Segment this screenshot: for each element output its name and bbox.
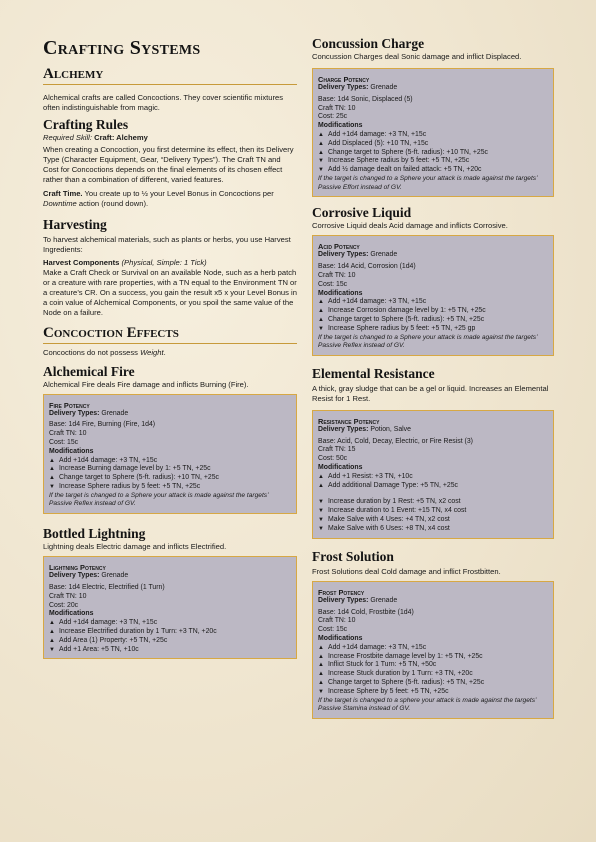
- modification-item: [318, 149, 548, 158]
- delivery-label: Delivery Types:: [318, 251, 369, 259]
- triangle-up-icon: ▲: [318, 482, 324, 489]
- concoction-effects-heading: Concoction Effects: [43, 325, 297, 344]
- mods-list: [318, 131, 548, 175]
- alchemical-fire-text: Alchemical Fire deals Fire damage and inflicts Burning (Fire).: [43, 379, 249, 389]
- concoction-effects-text: [43, 348, 297, 358]
- cost: Cost: 15c: [318, 280, 348, 288]
- modification-text: Add Displaced (5): +10 TN, +15c: [328, 139, 429, 147]
- modification-item: [318, 157, 548, 166]
- modification-item: [49, 646, 291, 655]
- craft-tn: Craft TN: 15: [318, 446, 356, 454]
- craft-tn: Craft TN: 10: [318, 617, 356, 625]
- triangle-down-icon: ▼: [318, 499, 324, 506]
- modification-item: [49, 483, 291, 492]
- required-skill-label: Required Skill:: [43, 133, 92, 143]
- mods-label: Modifications: [318, 122, 363, 130]
- resistance-potency-box: [312, 410, 554, 539]
- cost: Cost: 20c: [49, 601, 79, 609]
- modification-text: Add ½ damage dealt on failed attack: +5 TN, +20c: [328, 166, 482, 174]
- harvest-components-text: Make a Craft Check or Survival on an available Node, such as a herb patch or a creature with rare properties, with a TN equal to the Environment TN or a creature’s CR. On a success, you gain the result x5 x your Level Bonus in a coin value of Alchemical Components, or you spoil the same value of the Node on a failure.: [43, 268, 297, 318]
- box-title: Fire Potency: [49, 400, 90, 410]
- triangle-up-icon: ▲: [49, 628, 55, 635]
- triangle-down-icon: ▼: [318, 517, 324, 524]
- modification-item: [318, 507, 548, 516]
- triangle-up-icon: ▲: [318, 662, 324, 669]
- modification-text: Increase Sphere radius by 5 feet: +5 TN, +25c: [328, 157, 470, 165]
- modification-item: [49, 637, 291, 646]
- modification-item: [318, 661, 548, 670]
- modification-text: Add +1d4 damage: +3 TN, +15c: [328, 131, 427, 139]
- triangle-up-icon: ▲: [49, 457, 55, 464]
- box-note: If the target is changed to a sphere your attack is made against the targets’ Passive Stamina instead of GV.: [318, 696, 537, 713]
- modification-text: Increase duration to 1 Event: +15 TN, x4 cost: [328, 507, 467, 515]
- modification-text: Add additional Damage Type: +5 TN, +25c: [328, 481, 458, 489]
- elemental-text: A thick, gray sludge that can be a gel or liquid. Increases an Elemental Resist for 1 Rest.: [312, 383, 549, 403]
- box-title: Resistance Potency: [318, 416, 380, 426]
- modification-item: [318, 516, 548, 525]
- modification-item: [318, 679, 548, 688]
- box-title: Acid Potency: [318, 242, 360, 252]
- harvest-components-label: Harvest Components: [43, 257, 120, 267]
- delivery-value: Grenade: [368, 84, 398, 92]
- triangle-down-icon: ▼: [318, 158, 324, 165]
- modification-text: Add +1d4 damage: +3 TN, +15c: [59, 456, 158, 464]
- modification-text: Add Area (1) Property: +5 TN, +25c: [59, 636, 168, 644]
- modification-item: [318, 131, 548, 140]
- modification-item: [318, 307, 548, 316]
- delivery-value: Potion, Salve: [368, 425, 411, 433]
- modification-item: [318, 670, 548, 679]
- acid-potency-box: [312, 235, 554, 355]
- concussion-text: Concussion Charges deal Sonic damage and inflict Displaced.: [312, 52, 522, 61]
- cost: Cost: 25c: [318, 113, 348, 121]
- cost: Cost: 15c: [318, 626, 348, 634]
- modification-item: [318, 482, 548, 491]
- corrosive-heading: Corrosive Liquid: [312, 205, 412, 221]
- delivery-label: Delivery Types:: [49, 572, 100, 580]
- craft-time-text: You create up to ½ your Level Bonus in Concoctions per: [82, 188, 274, 198]
- triangle-up-icon: ▲: [318, 140, 324, 147]
- modification-item: [49, 457, 291, 466]
- crafting-rules-heading: Crafting Rules: [43, 117, 129, 133]
- triangle-down-icon: ▼: [318, 508, 324, 515]
- delivery-label: Delivery Types:: [318, 84, 369, 92]
- modification-text: Change target to Sphere (5-ft. radius): +5 TN, +25c: [328, 678, 485, 686]
- triangle-down-icon: ▼: [49, 484, 55, 491]
- modification-item: [318, 644, 548, 653]
- left-column: [43, 36, 297, 659]
- concoction-effects-em: Weight: [140, 347, 164, 357]
- alchemy-text: Alchemical crafts are called Concoctions. They cover scientific mixtures often indistinguishable from magic.: [43, 93, 283, 113]
- mods-label: Modifications: [49, 447, 94, 455]
- modification-text: Increase Electrified duration by 1 Turn: +3 TN, +20c: [59, 627, 217, 635]
- harvest-components-title: [43, 258, 297, 268]
- modification-text: Increase Stuck duration by 1 Turn: +3 TN, +20c: [328, 670, 473, 678]
- triangle-down-icon: ▼: [49, 646, 55, 653]
- craft-tn: Craft TN: 10: [318, 271, 356, 279]
- triangle-up-icon: ▲: [318, 671, 324, 678]
- harvest-components-em: (Physical, Simple: 1 Tick): [119, 257, 207, 267]
- mods-list: [49, 619, 291, 654]
- modification-text: Change target to Sphere (5-ft. radius): +10 TN, +25c: [59, 474, 219, 482]
- cost: Cost: 50c: [318, 455, 348, 463]
- delivery-value: Grenade: [368, 596, 398, 604]
- box-title: Frost Potency: [318, 587, 365, 597]
- modification-text: Add +1 Area: +5 TN, +10c: [59, 645, 139, 653]
- triangle-up-icon: ▲: [318, 316, 324, 323]
- base-line: Base: 1d4 Cold, Frostbite (1d4): [318, 608, 414, 616]
- delivery-types: [318, 251, 548, 260]
- base-line: Base: 1d4 Electric, Electrified (1 Turn): [49, 583, 165, 591]
- crafting-rules-text: When creating a Concoction, you first determine its effect, then its Delivery Type (Character Equipment, Gear, “Delivery Types”). The Craft TN and Cost for Concoctions depends on the final elements of its chosen effect rather than a combination of different, varied features.: [43, 145, 294, 185]
- mods-list-2: [318, 498, 548, 533]
- delivery-types: [318, 597, 548, 606]
- mods-list: [49, 457, 291, 492]
- modification-text: Add +1d4 damage: +3 TN, +15c: [328, 643, 427, 651]
- modification-text: Increase Burning damage level by 1: +5 TN, +25c: [59, 465, 211, 473]
- elemental-heading: Elemental Resistance: [312, 365, 435, 381]
- delivery-value: Grenade: [99, 409, 129, 417]
- modification-text: Increase Corrosion damage level by 1: +5 TN, +25c: [328, 307, 486, 315]
- alchemical-fire-heading: Alchemical Fire: [43, 363, 135, 379]
- triangle-up-icon: ▲: [318, 308, 324, 315]
- modification-item: [49, 619, 291, 628]
- required-skill: [43, 133, 297, 143]
- triangle-down-icon: ▼: [318, 167, 324, 174]
- concoction-effects-text-b: .: [163, 347, 166, 357]
- craft-time-end: action (round down).: [76, 198, 149, 208]
- modification-text: Change target to Sphere (5-ft. radius): +10 TN, +25c: [328, 148, 488, 156]
- triangle-up-icon: ▲: [318, 473, 324, 480]
- bottled-lightning-text: Lightning deals Electric damage and inflicts Electrified.: [43, 542, 227, 552]
- frost-text: Frost Solutions deal Cold damage and inflict Frostbitten.: [312, 566, 501, 576]
- mods-list: [318, 298, 548, 333]
- craft-tn: Craft TN: 10: [49, 592, 87, 600]
- alchemy-heading: Alchemy: [43, 66, 297, 85]
- modification-item: [318, 140, 548, 149]
- base-line: Base: 1d4 Fire, Burning (Fire, 1d4): [49, 421, 156, 429]
- triangle-up-icon: ▲: [318, 679, 324, 686]
- modification-item: [49, 474, 291, 483]
- required-skill-value: Craft: Alchemy: [94, 133, 148, 143]
- triangle-up-icon: ▲: [318, 299, 324, 306]
- harvesting-heading: Harvesting: [43, 216, 107, 232]
- modification-item: [49, 465, 291, 474]
- triangle-up-icon: ▲: [318, 653, 324, 660]
- page-title: Crafting Systems: [43, 37, 201, 59]
- modification-text: Add +1 Resist: +3 TN, +10c: [328, 472, 413, 480]
- modification-text: Increase Sphere radius by 5 feet: +5 TN, +25 gp: [328, 324, 476, 332]
- mods-list: [318, 644, 548, 697]
- box-title: Lightning Potency: [49, 563, 106, 573]
- delivery-value: Grenade: [368, 251, 398, 259]
- box-note: If the target is changed to a Sphere your attack is made against the targets’ Passive Reflex instead of GV.: [318, 333, 538, 350]
- modification-item: [318, 688, 548, 697]
- craft-tn: Craft TN: 10: [318, 104, 356, 112]
- triangle-up-icon: ▲: [318, 149, 324, 156]
- frost-potency-box: [312, 581, 554, 719]
- modification-text: Add +1d4 damage: +3 TN, +15c: [328, 298, 427, 306]
- craft-time-paragraph: [43, 189, 297, 209]
- mods-label: Modifications: [318, 634, 363, 642]
- modification-text: Change target to Sphere (5-ft. radius): +5 TN, +25c: [328, 315, 485, 323]
- modification-item: [318, 166, 548, 175]
- bottled-lightning-heading: Bottled Lightning: [43, 526, 146, 542]
- triangle-down-icon: ▼: [318, 525, 324, 532]
- delivery-value: Grenade: [99, 572, 129, 580]
- modification-item: [49, 628, 291, 637]
- box-title: Charge Potency: [318, 75, 370, 85]
- triangle-up-icon: ▲: [49, 620, 55, 627]
- modification-item: [318, 525, 548, 534]
- cost: Cost: 15c: [49, 439, 79, 447]
- craft-time-label: Craft Time.: [43, 188, 83, 198]
- modification-item: [318, 498, 548, 507]
- modification-text: Make Salve with 4 Uses: +4 TN, x2 cost: [328, 516, 450, 524]
- modification-text: Increase Sphere radius by 5 feet: +5 TN, +25c: [59, 483, 201, 491]
- modification-text: Add +1d4 damage: +3 TN, +15c: [59, 619, 158, 627]
- mods-label: Modifications: [318, 464, 363, 472]
- mods-label: Modifications: [318, 289, 363, 297]
- triangle-up-icon: ▲: [318, 132, 324, 139]
- corrosive-text: Corrosive Liquid deals Acid damage and inflicts Corrosive.: [312, 221, 508, 231]
- triangle-up-icon: ▲: [49, 466, 55, 473]
- modification-item: [318, 325, 548, 334]
- triangle-up-icon: ▲: [49, 475, 55, 482]
- base-line: Base: 1d4 Sonic, Displaced (5): [318, 95, 413, 103]
- right-column: [312, 36, 554, 719]
- frost-heading: Frost Solution: [312, 548, 394, 564]
- delivery-types: [318, 426, 548, 435]
- modification-text: Increase Frostbite damage level by 1: +5 TN, +25c: [328, 652, 483, 660]
- modification-text: Inflict Stuck for 1 Turn: +5 TN, +50c: [328, 661, 437, 669]
- fire-potency-box: [43, 394, 297, 514]
- delivery-label: Delivery Types:: [49, 409, 100, 417]
- mods-list: [318, 473, 548, 491]
- concussion-heading: Concussion Charge: [312, 36, 425, 51]
- modification-item: [318, 473, 548, 482]
- triangle-down-icon: ▼: [318, 325, 324, 332]
- mods-label: Modifications: [49, 610, 94, 618]
- triangle-up-icon: ▲: [318, 644, 324, 651]
- modification-text: Increase duration by 1 Rest: +5 TN, x2 cost: [328, 498, 461, 506]
- base-line: Base: Acid, Cold, Decay, Electric, or Fire Resist (3): [318, 437, 473, 445]
- lightning-potency-box: [43, 556, 297, 659]
- box-note: If the target is changed to a Sphere your attack is made against the targets’ Passive Reflex instead of GV.: [49, 491, 269, 508]
- craft-tn: Craft TN: 10: [49, 430, 87, 438]
- delivery-types: [49, 572, 291, 581]
- triangle-up-icon: ▲: [49, 637, 55, 644]
- delivery-types: [49, 410, 291, 419]
- base-line: Base: 1d4 Acid, Corrosion (1d4): [318, 263, 416, 271]
- delivery-label: Delivery Types:: [318, 425, 369, 433]
- box-note: If the target is changed to a Sphere your attack is made against the targets’ Passive Effort instead of GV.: [318, 175, 538, 191]
- concoction-effects-text-a: Concoctions do not possess: [43, 347, 141, 357]
- harvesting-text: To harvest alchemical materials, such as plants or herbs, you use Harvest Ingredients:: [43, 234, 291, 254]
- modification-text: Increase Sphere by 5 feet: +5 TN, +25c: [328, 687, 449, 695]
- charge-potency-box: [312, 68, 554, 197]
- craft-time-em: Downtime: [43, 198, 77, 208]
- delivery-types: [318, 84, 548, 93]
- modification-text: Make Salve with 6 Uses: +8 TN, x4 cost: [328, 524, 450, 532]
- modification-item: [318, 298, 548, 307]
- modification-item: [318, 316, 548, 325]
- modification-item: [318, 653, 548, 662]
- triangle-down-icon: ▼: [318, 688, 324, 695]
- delivery-label: Delivery Types:: [318, 596, 369, 604]
